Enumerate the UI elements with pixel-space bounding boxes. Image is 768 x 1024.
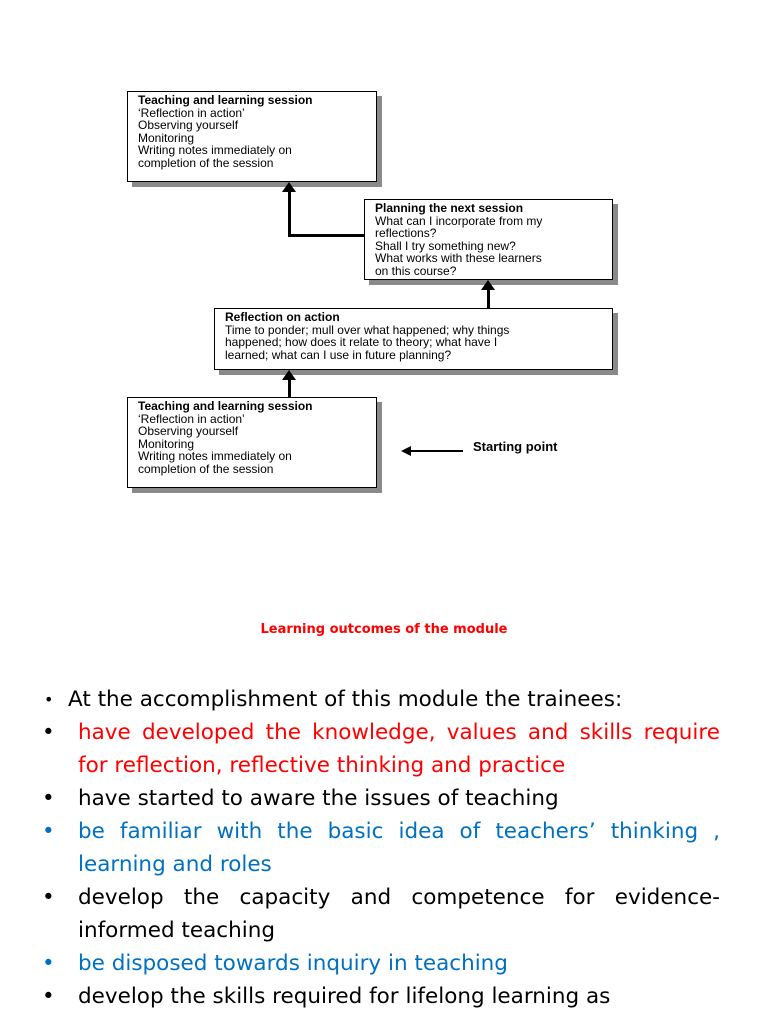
box-line: Writing notes immediately on (138, 143, 292, 158)
box-title: Teaching and learning session (138, 399, 313, 413)
list-item-text: have developed the knowledge, values and skills require for reflection, reflective thinking and practice (78, 720, 720, 778)
box-line: Writing notes immediately on (138, 449, 292, 464)
box-line: reflections? (375, 226, 437, 241)
list-item (40, 881, 720, 947)
arrowhead-up-icon (282, 370, 296, 380)
list-item (40, 947, 720, 980)
box-line: completion of the session (138, 155, 274, 170)
connector-line (487, 290, 490, 309)
connector-line (288, 380, 291, 398)
list-item (40, 980, 720, 1013)
box-line: Observing yourself (138, 424, 239, 439)
arrowhead-up-icon (481, 280, 495, 290)
bullet-icon: • (44, 690, 54, 709)
arrowhead-up-icon (282, 182, 296, 192)
list-item (40, 815, 720, 881)
box-line: Shall I try something new? (375, 238, 516, 253)
diagram-box-bottom-session (127, 397, 377, 488)
list-item-lead (40, 683, 720, 716)
section-title: Learning outcomes of the module (260, 622, 508, 637)
diagram-box-top-session (127, 91, 377, 182)
box-line: on this course? (375, 263, 457, 278)
list-item (40, 782, 720, 815)
box-line: What works with these learners (375, 251, 542, 266)
connector-line (410, 450, 463, 452)
list-item-text: develop the capacity and competence for evidence-informed teaching (78, 885, 720, 943)
bullet-icon: • (42, 720, 55, 745)
connector-line (288, 192, 291, 237)
list-item-text: have started to aware the issues of teaching (78, 786, 559, 811)
list-item (40, 716, 720, 782)
box-line: Monitoring (138, 436, 195, 451)
starting-point-label: Starting point (473, 439, 558, 454)
list-item-text: be disposed towards inquiry in teaching (78, 951, 508, 976)
box-line: ‘Reflection in action’ (138, 105, 245, 120)
bullet-icon: • (42, 984, 55, 1009)
list-item-text: be familiar with the basic idea of teachers’ thinking , learning and roles (78, 819, 720, 877)
box-line: What can I incorporate from my (375, 213, 543, 228)
box-title: Teaching and learning session (138, 93, 313, 107)
box-title: Reflection on action (225, 310, 340, 324)
bullet-icon: • (42, 786, 55, 811)
box-line: ‘Reflection in action’ (138, 411, 245, 426)
box-line: happened; how does it relate to theory; what have I (225, 335, 498, 350)
bullet-icon: • (42, 819, 55, 844)
list-item-text: develop the skills required for lifelong learning as (78, 984, 611, 1009)
bullet-icon: • (42, 951, 55, 976)
list-item-text: At the accomplishment of this module the trainees: (68, 687, 623, 712)
box-line: Observing yourself (138, 118, 239, 133)
box-title: Planning the next session (375, 201, 524, 215)
diagram-box-planning (364, 199, 613, 280)
box-line: Monitoring (138, 130, 195, 145)
diagram-box-reflection-on-action (214, 308, 613, 370)
connector-line (288, 234, 365, 237)
bullet-icon: • (42, 885, 55, 910)
box-line: learned; what can I use in future planning? (225, 347, 452, 362)
box-line: Time to ponder; mull over what happened; why things (225, 322, 510, 337)
learning-outcomes-list (40, 683, 720, 1013)
box-line: completion of the session (138, 461, 274, 476)
